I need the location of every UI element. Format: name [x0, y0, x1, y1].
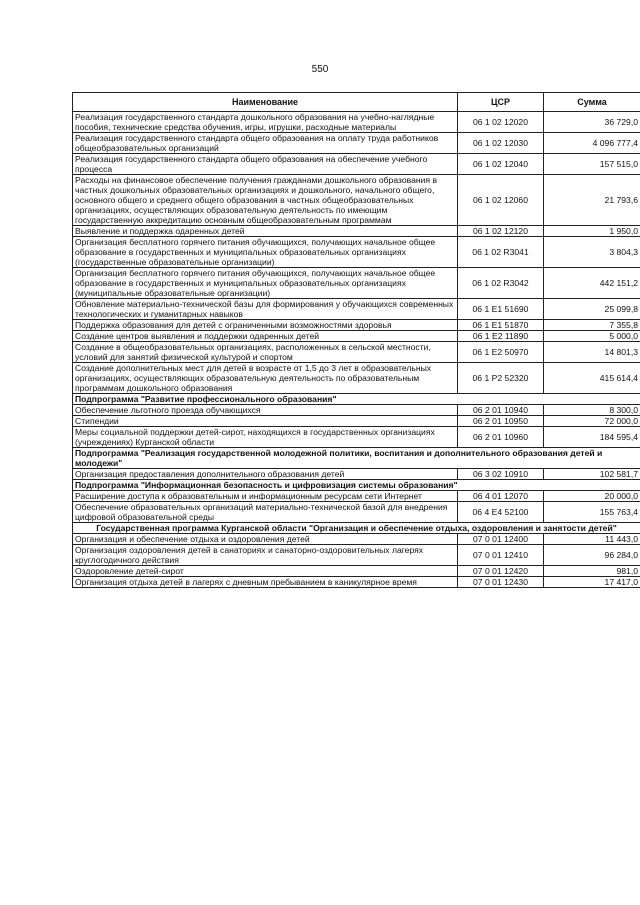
- row-name: Поддержка образования для детей с ограниченными возможностями здоровья: [73, 320, 458, 331]
- row-csr: 06 2 01 10950: [458, 416, 544, 427]
- row-sum: 11 443,0: [544, 534, 640, 545]
- row-sum: 3 804,3: [544, 237, 640, 268]
- subprogram-heading-row: [73, 448, 640, 469]
- row-name: Обеспечение образовательных организаций материально-технической базой для внедрения цифровой образовательной среды: [73, 502, 458, 523]
- row-sum: 415 614,4: [544, 363, 640, 394]
- table-row: [73, 299, 640, 320]
- table-body: [73, 112, 640, 588]
- table-row: [73, 491, 640, 502]
- row-sum: 981,0: [544, 566, 640, 577]
- row-csr: 06 1 02 R3041: [458, 237, 544, 268]
- row-sum: 102 581,7: [544, 469, 640, 480]
- table-row: [73, 502, 640, 523]
- row-name: Организация бесплатного горячего питания обучающихся, получающих начальное общее образование в государственных и муниципальных образовательных организациях (муниципальные образовательные организации): [73, 268, 458, 299]
- row-name: Обновление материально-технической базы для формирования у обучающихся современных технологических и гуманитарных навыков: [73, 299, 458, 320]
- row-name: Выявление и поддержка одаренных детей: [73, 226, 458, 237]
- page-number: 550: [311, 64, 329, 75]
- row-sum: 96 284,0: [544, 545, 640, 566]
- table-row: [73, 534, 640, 545]
- row-sum: 8 300,0: [544, 405, 640, 416]
- row-sum: 21 793,6: [544, 175, 640, 226]
- row-name: Меры социальной поддержки детей-сирот, находящихся в государственных организациях (учреждениях) Курганской области: [73, 427, 458, 448]
- row-sum: 4 096 777,4: [544, 133, 640, 154]
- table-row: [73, 226, 640, 237]
- table-row: [73, 566, 640, 577]
- row-name: Стипендии: [73, 416, 458, 427]
- row-sum: 72 000,0: [544, 416, 640, 427]
- row-sum: 155 763,4: [544, 502, 640, 523]
- row-csr: 06 1 02 R3042: [458, 268, 544, 299]
- row-csr: 06 1 P2 52320: [458, 363, 544, 394]
- table-row: [73, 331, 640, 342]
- table-row: [73, 320, 640, 331]
- table-row: [73, 175, 640, 226]
- row-csr: 06 4 E4 52100: [458, 502, 544, 523]
- row-name: Расширение доступа к образовательным и информационным ресурсам сети Интернет: [73, 491, 458, 502]
- table-row: [73, 405, 640, 416]
- subprogram-heading: Подпрограмма "Информационная безопасность и цифровизация системы образования": [73, 480, 640, 491]
- row-csr: 06 2 01 10960: [458, 427, 544, 448]
- row-csr: 07 0 01 12400: [458, 534, 544, 545]
- row-sum: 17 417,0: [544, 577, 640, 588]
- row-name: Организация предоставления дополнительного образования детей: [73, 469, 458, 480]
- row-sum: 184 595,4: [544, 427, 640, 448]
- row-csr: 07 0 01 12430: [458, 577, 544, 588]
- row-csr: 07 0 01 12410: [458, 545, 544, 566]
- program-heading: Государственная программа Курганской области "Организация и обеспечение отдыха, оздоровления и занятости детей": [73, 523, 640, 534]
- row-sum: 36 729,0: [544, 112, 640, 133]
- budget-table: [72, 92, 640, 588]
- row-csr: 06 4 01 12070: [458, 491, 544, 502]
- subprogram-heading: Подпрограмма "Развитие профессионального образования": [73, 394, 640, 405]
- table-row: [73, 133, 640, 154]
- row-sum: 20 000,0: [544, 491, 640, 502]
- header-name: Наименование: [73, 93, 458, 112]
- row-sum: 1 950,0: [544, 226, 640, 237]
- row-csr: 06 1 02 12020: [458, 112, 544, 133]
- row-name: Организация оздоровления детей в санаториях и санаторно-оздоровительных лагерях круглогодичного действия: [73, 545, 458, 566]
- table-row: [73, 416, 640, 427]
- row-name: Обеспечение льготного проезда обучающихся: [73, 405, 458, 416]
- program-heading-row: [73, 523, 640, 534]
- row-csr: 06 1 E1 51690: [458, 299, 544, 320]
- subprogram-heading-row: [73, 394, 640, 405]
- table-row: [73, 427, 640, 448]
- row-name: Расходы на финансовое обеспечение получения гражданами дошкольного образования в частных дошкольных образовательных организациях и дошкольного, начального общего, основного общего и среднего общего образования в частных общеобразовательных организациях, осуществляющих образовательную деятельность по имеющим государственную аккредитацию основным общеобразовательным программам: [73, 175, 458, 226]
- row-name: Реализация государственного стандарта дошкольного образования на учебно-наглядные пособия, технические средства обучения, игры, игрушки, расходные материалы: [73, 112, 458, 133]
- row-sum: 157 515,0: [544, 154, 640, 175]
- row-csr: 06 1 02 12040: [458, 154, 544, 175]
- table-row: [73, 469, 640, 480]
- row-csr: 06 1 E2 11890: [458, 331, 544, 342]
- table-row: [73, 577, 640, 588]
- row-sum: 14 801,3: [544, 342, 640, 363]
- row-csr: 06 1 02 12030: [458, 133, 544, 154]
- row-name: Реализация государственного стандарта общего образования на оплату труда работников общеобразовательных организаций: [73, 133, 458, 154]
- row-name: Организация и обеспечение отдыха и оздоровления детей: [73, 534, 458, 545]
- row-sum: 25 099,8: [544, 299, 640, 320]
- table-row: [73, 342, 640, 363]
- table-row: [73, 268, 640, 299]
- table-row: [73, 545, 640, 566]
- header-csr: ЦСР: [458, 93, 544, 112]
- table-row: [73, 363, 640, 394]
- row-csr: 06 1 02 12120: [458, 226, 544, 237]
- row-csr: 06 2 01 10940: [458, 405, 544, 416]
- subprogram-heading-row: [73, 480, 640, 491]
- row-csr: 06 1 E1 51870: [458, 320, 544, 331]
- row-sum: 442 151,2: [544, 268, 640, 299]
- row-name: Создание центров выявления и поддержки одаренных детей: [73, 331, 458, 342]
- row-name: Создание в общеобразовательных организациях, расположенных в сельской местности, условий для занятий физической культурой и спортом: [73, 342, 458, 363]
- table-row: [73, 237, 640, 268]
- row-name: Создание дополнительных мест для детей в возрасте от 1,5 до 3 лет в образовательных организациях, осуществляющих образовательную деятельность по образовательным программам дошкольного образования: [73, 363, 458, 394]
- header-sum: Сумма: [544, 93, 640, 112]
- table-row: [73, 112, 640, 133]
- subprogram-heading: Подпрограмма "Реализация государственной молодежной политики, воспитания и дополнительного образования детей и молодежи": [73, 448, 640, 469]
- row-name: Организация отдыха детей в лагерях с дневным пребыванием в каникулярное время: [73, 577, 458, 588]
- row-name: Организация бесплатного горячего питания обучающихся, получающих начальное общее образование в государственных и муниципальных образовательных организациях (государственные образовательные организации): [73, 237, 458, 268]
- row-sum: 5 000,0: [544, 331, 640, 342]
- row-name: Оздоровление детей-сирот: [73, 566, 458, 577]
- row-csr: 06 1 E2 50970: [458, 342, 544, 363]
- row-csr: 06 1 02 12060: [458, 175, 544, 226]
- row-csr: 07 0 01 12420: [458, 566, 544, 577]
- row-csr: 06 3 02 10910: [458, 469, 544, 480]
- table-header-row: [73, 93, 640, 112]
- table-row: [73, 154, 640, 175]
- row-sum: 7 355,8: [544, 320, 640, 331]
- row-name: Реализация государственного стандарта общего образования на обеспечение учебного процесса: [73, 154, 458, 175]
